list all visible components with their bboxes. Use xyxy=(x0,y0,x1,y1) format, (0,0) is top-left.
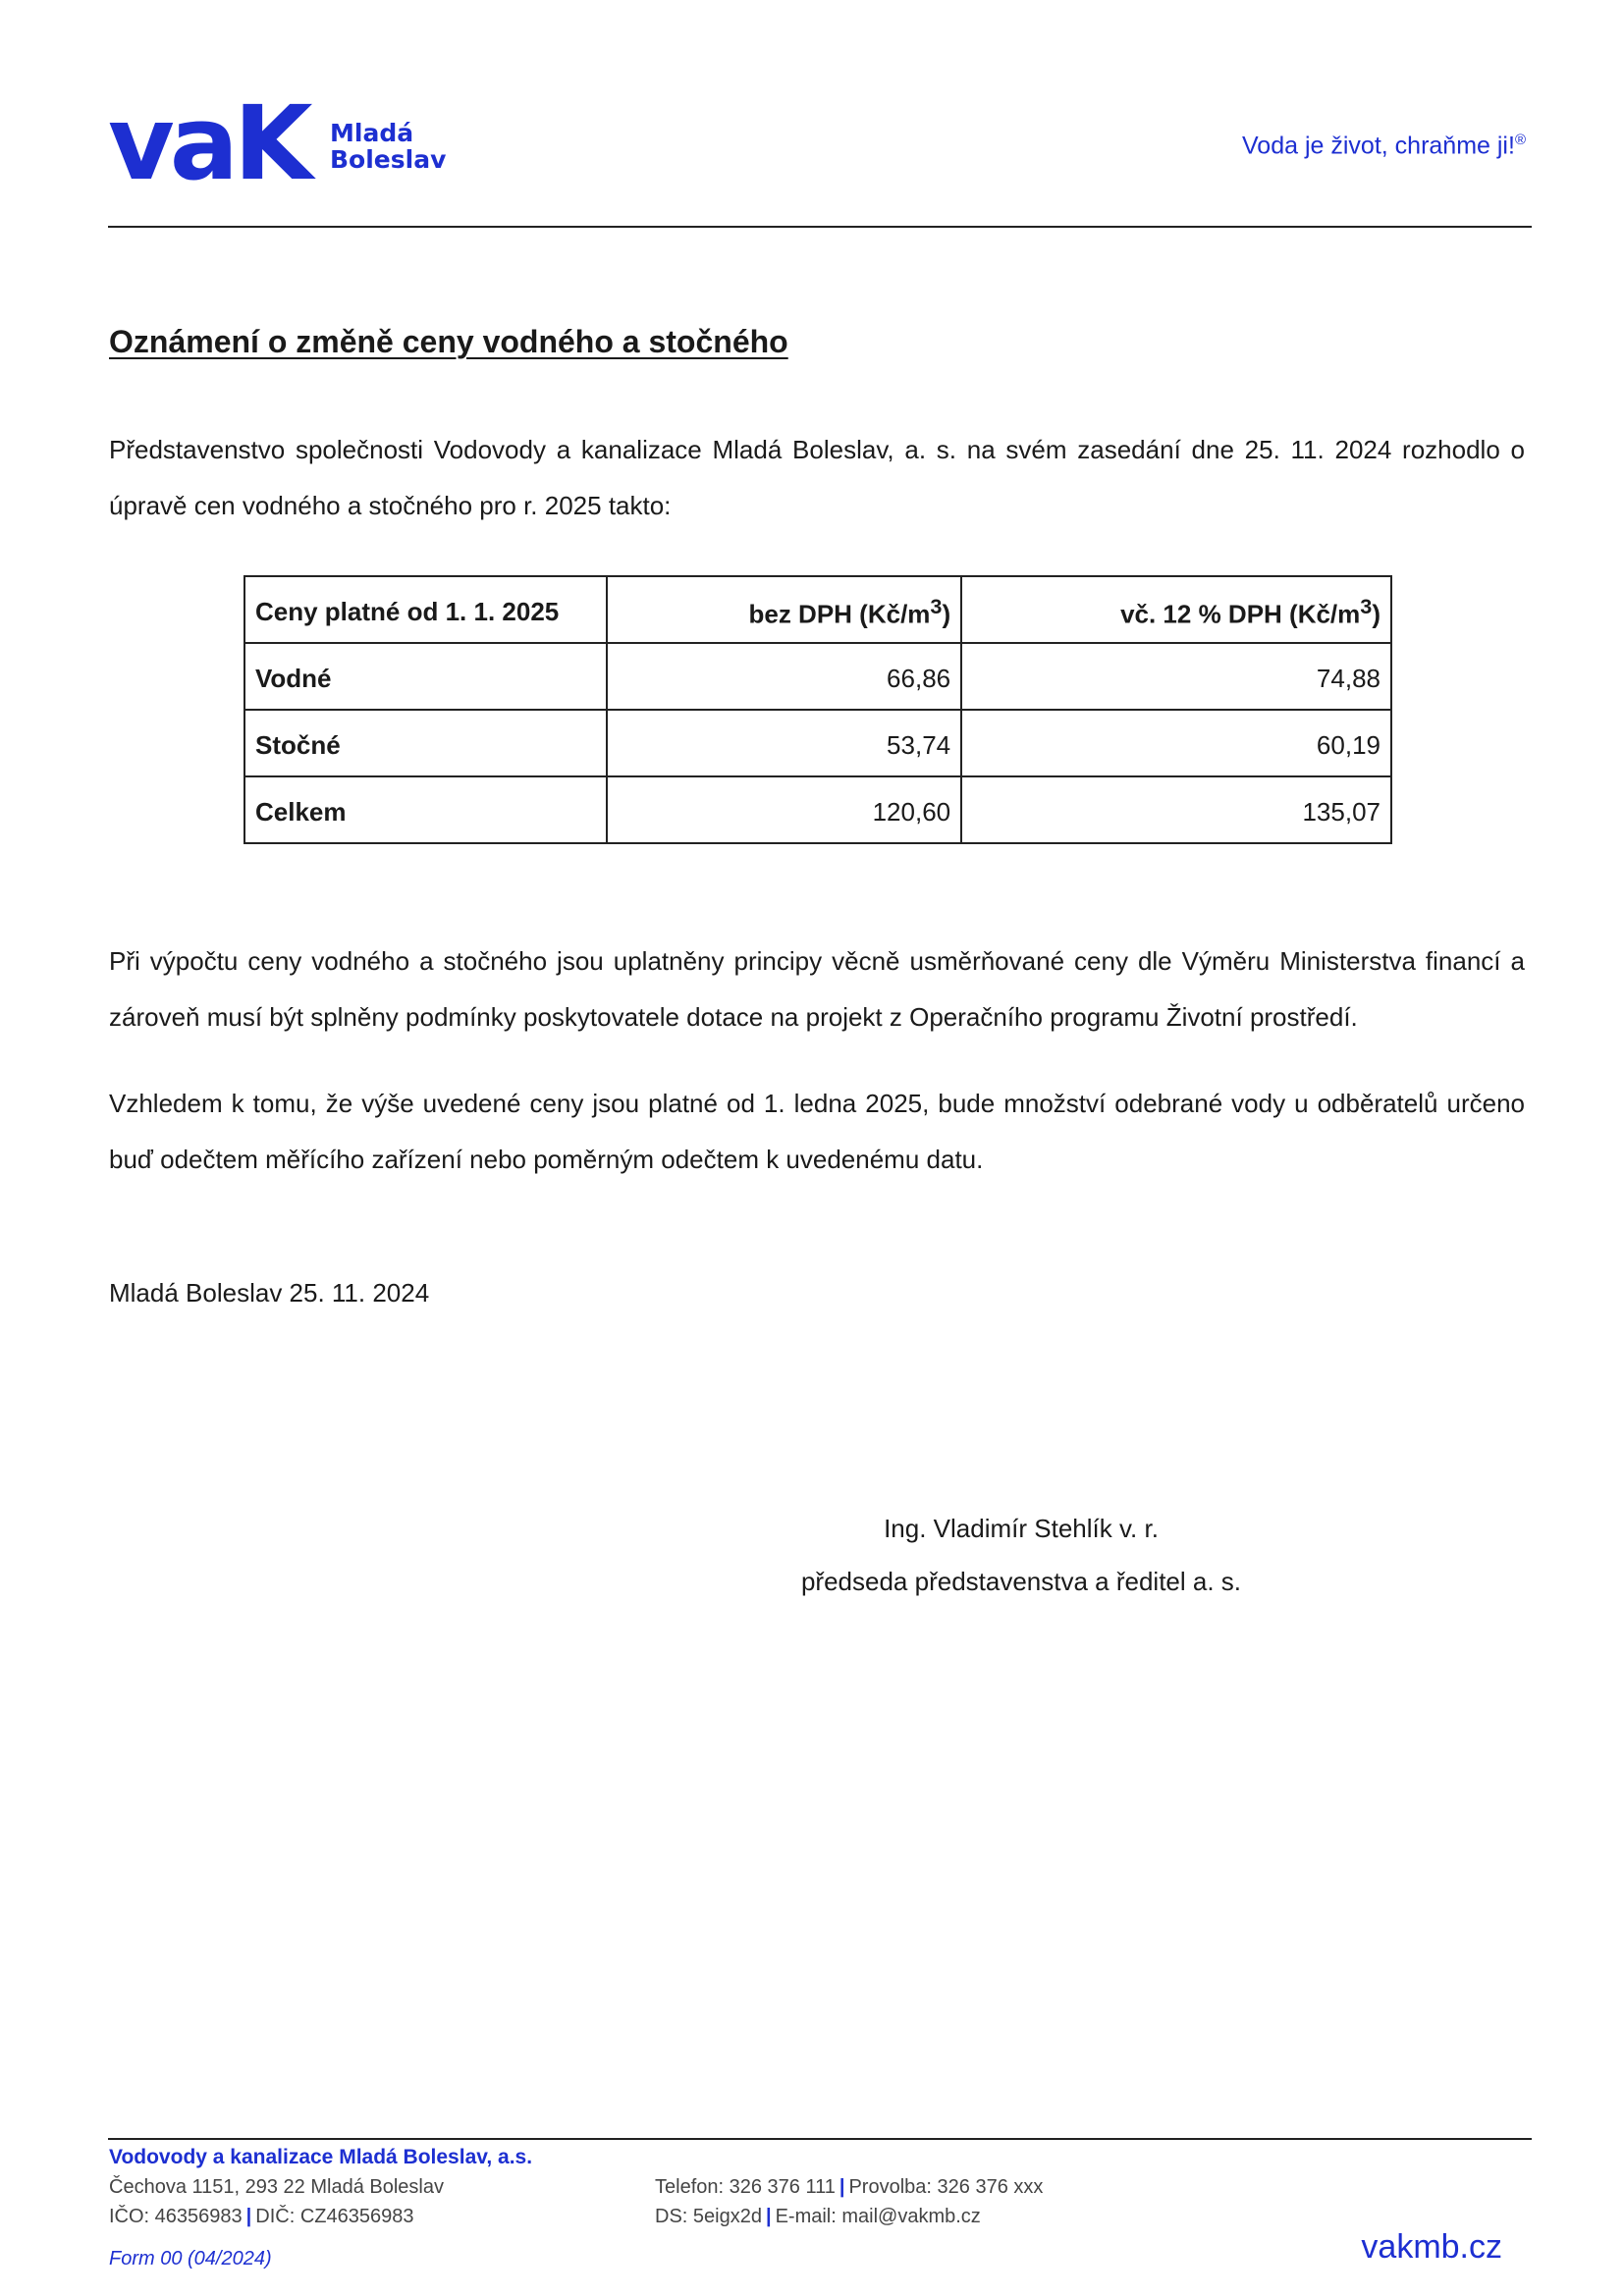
header-gross-sup: 3 xyxy=(1360,593,1373,618)
footer-data-box: DS: 5eigx2d xyxy=(655,2206,762,2227)
footer-contact xyxy=(655,2202,981,2231)
row-label: Celkem xyxy=(244,776,607,843)
slogan-text: Voda je život, chraňme ji! xyxy=(1242,132,1515,160)
row-net-price: 66,86 xyxy=(607,643,962,710)
price-table xyxy=(244,575,1392,844)
row-label: Vodné xyxy=(244,643,607,710)
table-header-row xyxy=(244,576,1391,643)
header-net-text: bez DPH (Kč/m xyxy=(748,599,931,629)
row-gross-price: 60,19 xyxy=(961,710,1391,776)
header-net-end: ) xyxy=(942,599,951,629)
metering-paragraph: Vzhledem k tomu, že výše uvedené ceny jsou platné od 1. ledna 2025, bude množství odebrané vody u odběratelů určeno buď odečtem měřícího zařízení nebo poměrným odečtem k uvedenému datu. xyxy=(109,1089,1525,1174)
row-net-price: 53,74 xyxy=(607,710,962,776)
footer-separator: | xyxy=(245,2206,252,2227)
company-logo xyxy=(108,83,447,203)
header-net-sup: 3 xyxy=(930,593,943,618)
footer-provolba: Provolba: 326 376 xxx xyxy=(848,2176,1044,2198)
page-title: Oznámení o změně ceny vodného a stočného xyxy=(109,324,788,359)
footer-ids xyxy=(109,2202,413,2231)
header-gross-end: ) xyxy=(1372,599,1380,629)
registered-mark: ® xyxy=(1514,132,1526,148)
intro-paragraph: Představenstvo společnosti Vodovody a kanalizace Mladá Boleslav, a. s. na svém zasedání dne 25. 11. 2024 rozhodlo o úpravě cen vodného a stočného pro r. 2025 takto: xyxy=(109,435,1525,520)
footer-ico: IČO: 46356983 xyxy=(109,2206,243,2227)
footer-phone-number: Telefon: 326 376 111 xyxy=(655,2176,836,2198)
logo-subtitle xyxy=(330,120,446,173)
header-gross-text: vč. 12 % DPH (Kč/m xyxy=(1120,599,1361,629)
signatory-role: předseda představenstva a ředitel a. s. xyxy=(800,1567,1242,1596)
footer-phone xyxy=(655,2172,1043,2202)
footer-email[interactable]: E-mail: mail@vakmb.cz xyxy=(775,2206,981,2227)
logo-wordmark: vaK xyxy=(108,83,308,203)
slogan xyxy=(1242,132,1526,160)
row-net-price: 120,60 xyxy=(607,776,962,843)
website-link[interactable]: vakmb.cz xyxy=(1361,2228,1502,2266)
table-row xyxy=(244,710,1391,776)
footer-address: Čechova 1151, 293 22 Mladá Boleslav xyxy=(109,2176,444,2198)
footer-separator: | xyxy=(765,2206,772,2227)
logo-sub-line-2: Boleslav xyxy=(330,145,447,174)
footer-company-name: Vodovody a kanalizace Mladá Boleslav, a.s. xyxy=(109,2146,533,2168)
logo-sub-line-1: Mladá xyxy=(330,119,414,147)
signature-block xyxy=(785,1502,1257,1608)
header-cell-validity: Ceny platné od 1. 1. 2025 xyxy=(244,576,607,643)
footer-dic: DIČ: CZ46356983 xyxy=(255,2206,414,2227)
header-cell-net xyxy=(607,576,962,643)
footer-separator: | xyxy=(839,2176,845,2198)
signatory-name: Ing. Vladimír Stehlík v. r. xyxy=(884,1514,1159,1543)
footer-divider xyxy=(108,2138,1532,2140)
pricing-principles-paragraph: Při výpočtu ceny vodného a stočného jsou uplatněny principy věcně usměrňované ceny dle Výměru Ministerstva financí a zároveň musí být splněny podmínky poskytovatele dotace na projekt z Operačního programu Životní prostředí. xyxy=(109,946,1525,1032)
table-row xyxy=(244,643,1391,710)
table-row xyxy=(244,776,1391,843)
row-gross-price: 135,07 xyxy=(961,776,1391,843)
row-gross-price: 74,88 xyxy=(961,643,1391,710)
row-label: Stočné xyxy=(244,710,607,776)
place-and-date: Mladá Boleslav 25. 11. 2024 xyxy=(109,1278,430,1308)
header-cell-gross xyxy=(961,576,1391,643)
form-number: Form 00 (04/2024) xyxy=(109,2248,272,2269)
header-divider xyxy=(108,226,1532,228)
